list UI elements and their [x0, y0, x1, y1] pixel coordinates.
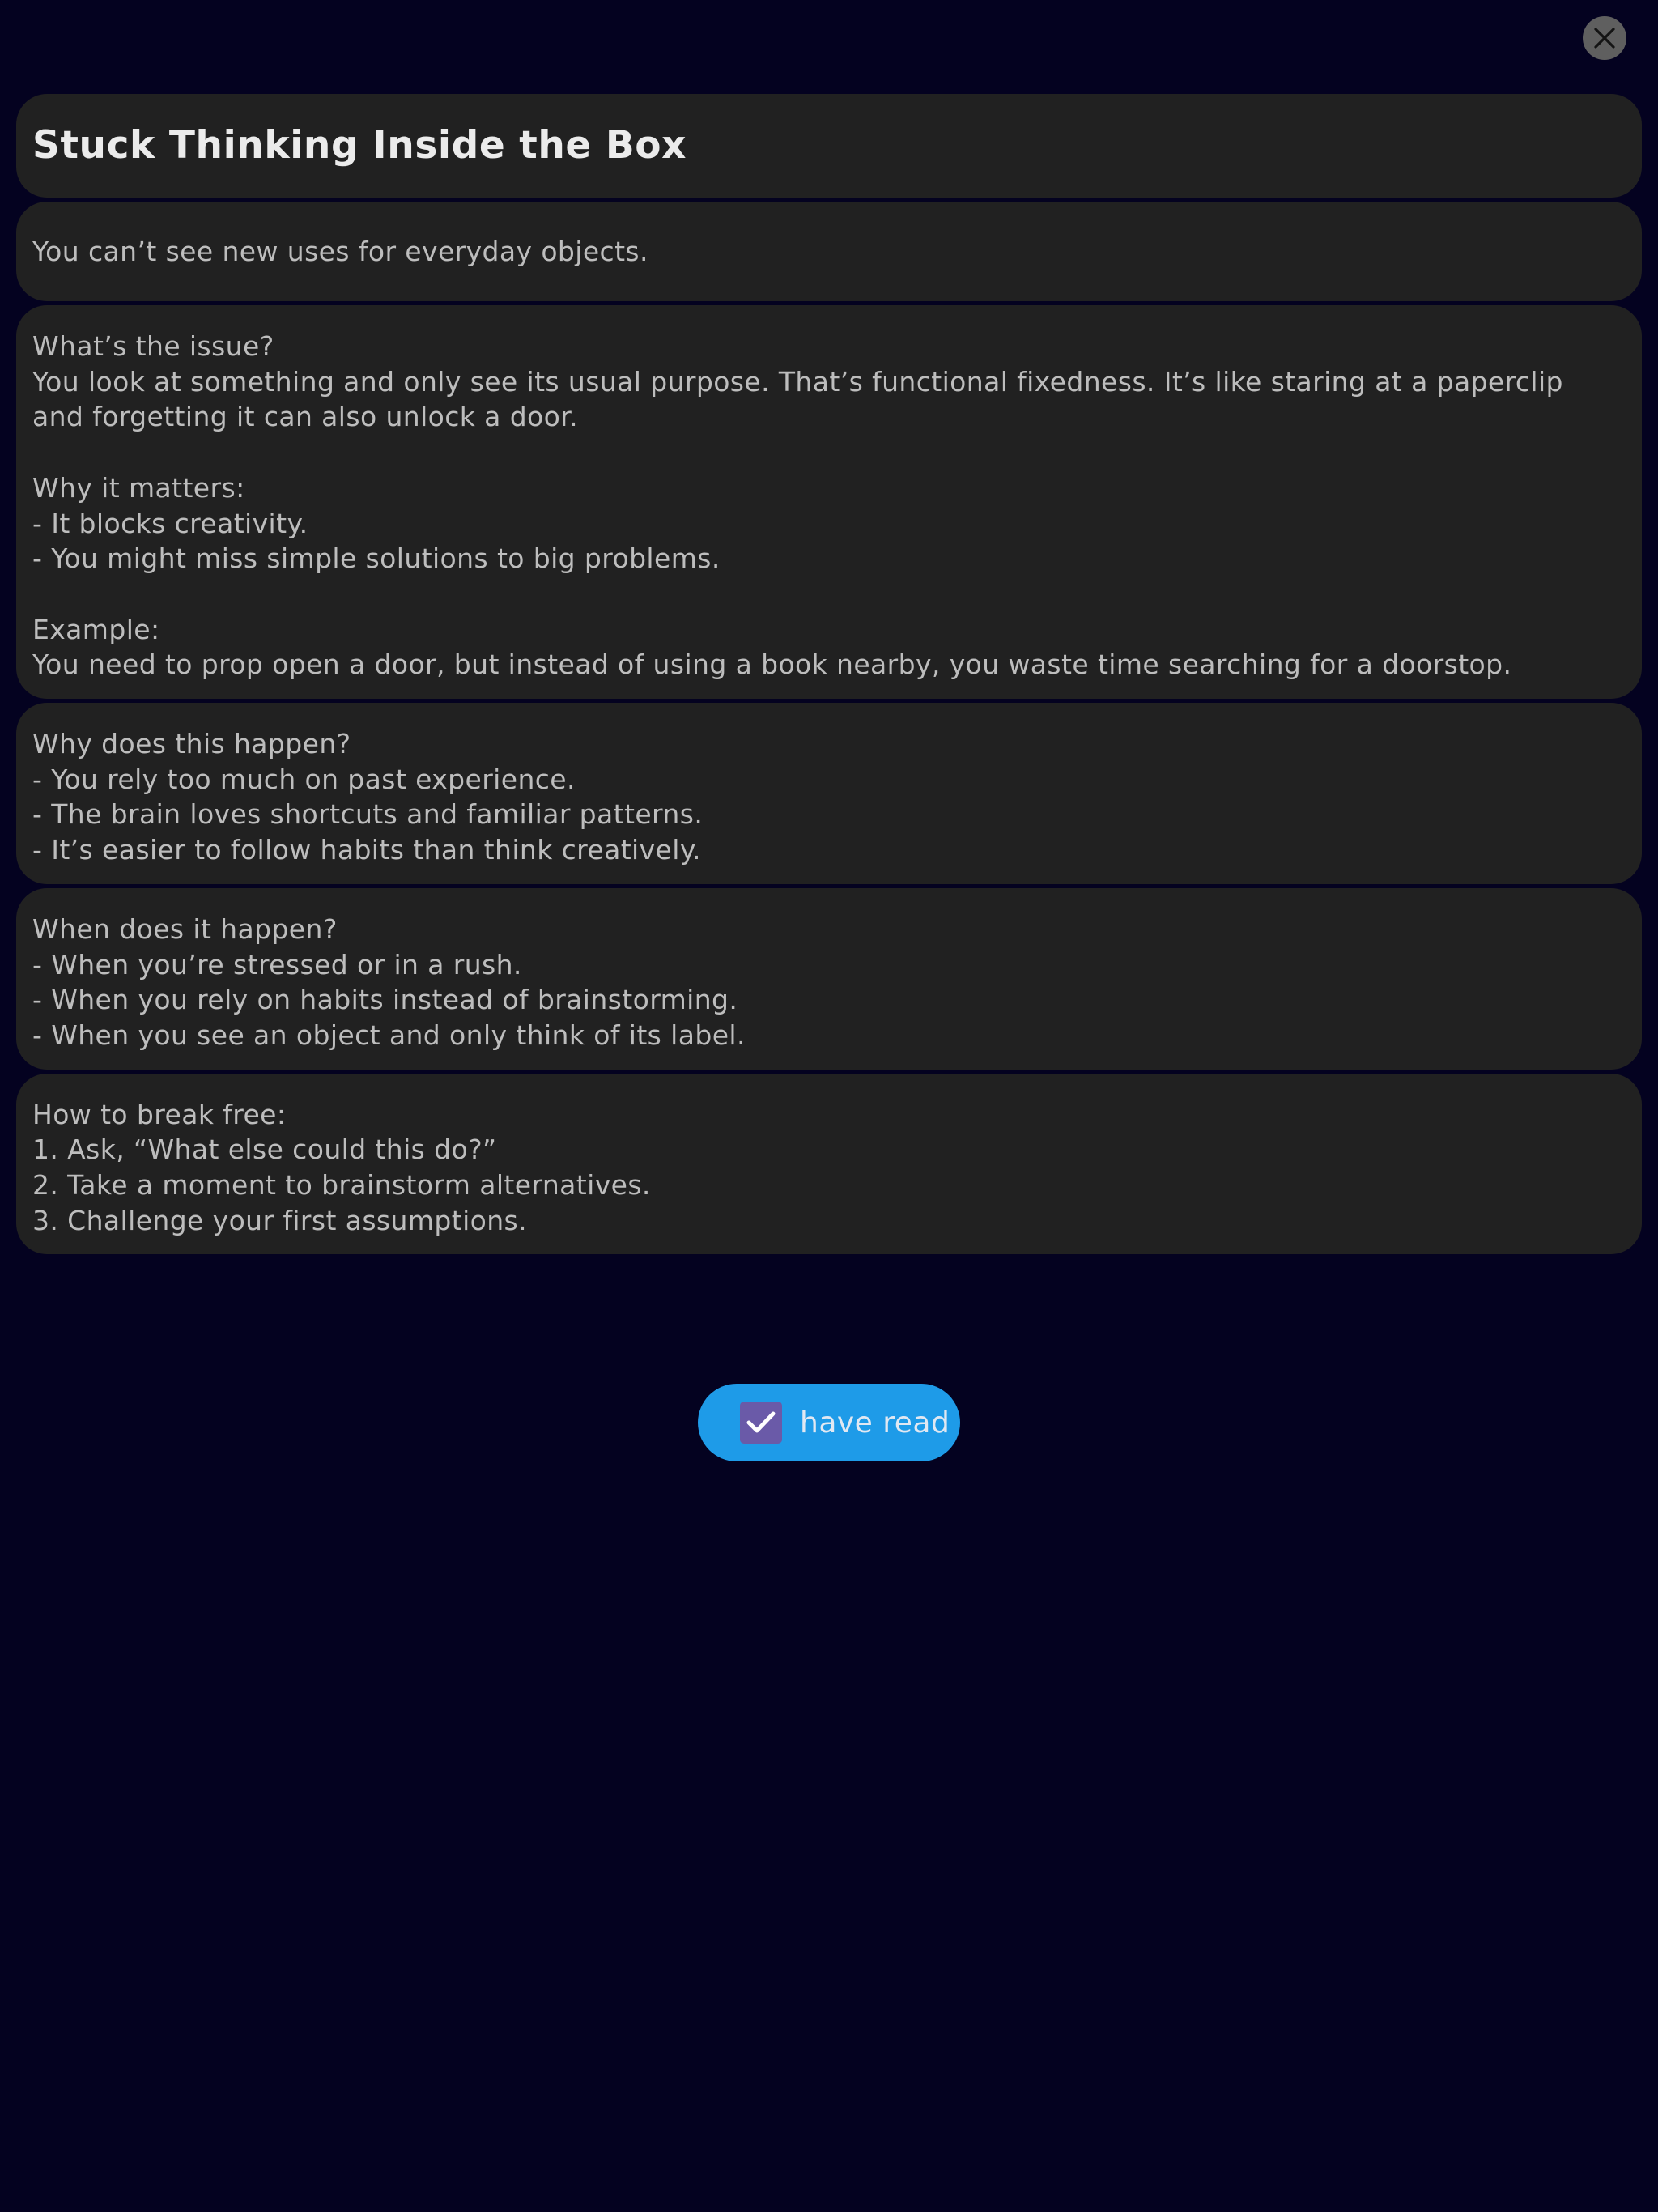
close-icon	[1593, 27, 1616, 49]
issue-card	[16, 305, 1642, 699]
how-item: 1. Ask, “What else could this do?”	[32, 1134, 497, 1166]
issue-line: and forgetting it can also unlock a door.	[32, 401, 579, 433]
spacer	[32, 576, 1626, 612]
title-card	[16, 94, 1642, 198]
when-item: - When you rely on habits instead of brainstorming.	[32, 984, 738, 1016]
have-read-button[interactable]	[698, 1384, 960, 1461]
why-card	[16, 703, 1642, 884]
example-heading: Example:	[32, 613, 160, 645]
matters-item: - You might miss simple solutions to big problems.	[32, 542, 721, 575]
close-button[interactable]	[1583, 16, 1626, 60]
why-item: - You rely too much on past experience.	[32, 763, 576, 795]
how-card	[16, 1074, 1642, 1255]
have-read-label: have read	[800, 1406, 950, 1440]
when-item: - When you see an object and only think of its label.	[32, 1019, 746, 1051]
issue-line: You look at something and only see its usual purpose. That’s functional fixedness. It’s like staring at a paperclip	[32, 365, 1563, 398]
how-item: 3. Challenge your first assumptions.	[32, 1204, 528, 1236]
example-text: You need to prop open a door, but instead of using a book nearby, you waste time searching for a doorstop.	[32, 649, 1512, 681]
matters-heading: Why it matters:	[32, 471, 245, 504]
when-heading: When does it happen?	[32, 912, 338, 945]
checkmark-icon	[746, 1410, 776, 1435]
spacer	[32, 435, 1626, 470]
content-cards	[16, 94, 1642, 1258]
have-read-checkbox[interactable]	[740, 1402, 782, 1444]
why-heading: Why does this happen?	[32, 728, 351, 759]
how-heading: How to break free:	[32, 1098, 287, 1130]
how-item: 2. Take a moment to brainstorm alternatives.	[32, 1169, 651, 1202]
when-card	[16, 888, 1642, 1070]
subtitle-card	[16, 202, 1642, 301]
page-title: Stuck Thinking Inside the Box	[32, 123, 687, 168]
page-subtitle: You can’t see new uses for everyday objects.	[32, 235, 648, 267]
why-item: - The brain loves shortcuts and familiar patterns.	[32, 798, 704, 831]
matters-item: - It blocks creativity.	[32, 507, 308, 539]
why-item: - It’s easier to follow habits than think creatively.	[32, 834, 701, 866]
issue-heading: What’s the issue?	[32, 330, 274, 362]
when-item: - When you’re stressed or in a rush.	[32, 948, 522, 981]
